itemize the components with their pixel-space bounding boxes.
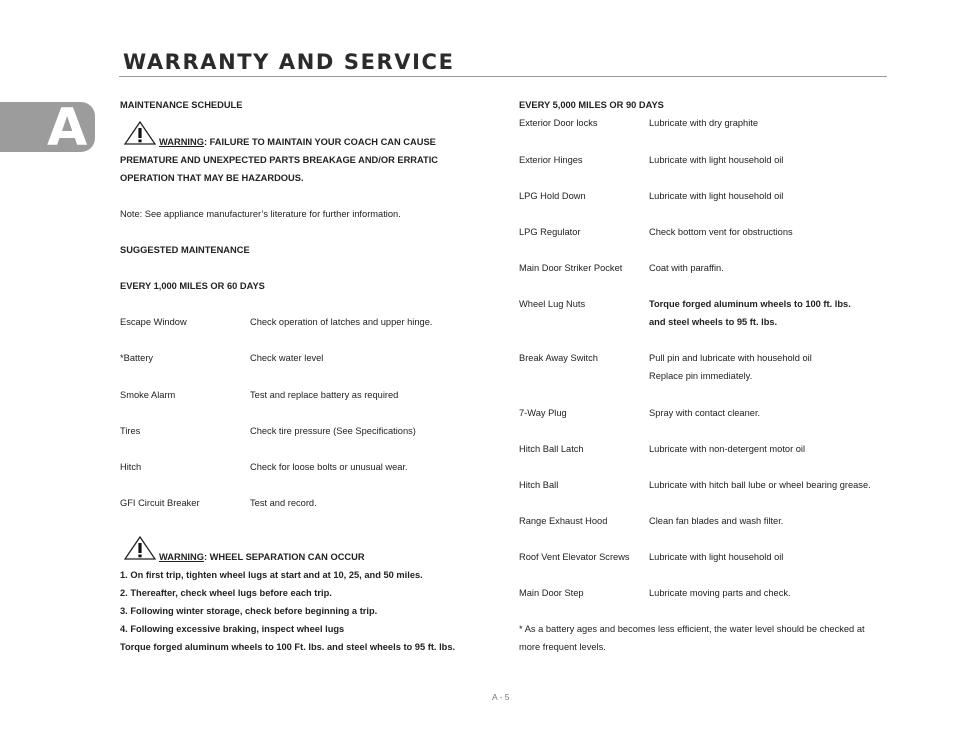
item-action: Check water level <box>250 353 324 363</box>
item-label: Roof Vent Elevator Screws <box>519 552 630 562</box>
item-action: Check tire pressure (See Specifications) <box>250 426 416 436</box>
warning-icon <box>124 536 156 560</box>
warning-1-line-2: PREMATURE AND UNEXPECTED PARTS BREAKAGE AND/OR ERRATIC <box>120 155 438 165</box>
item-action: Spray with contact cleaner. <box>649 408 761 418</box>
warning-1-line-3: OPERATION THAT MAY BE HAZARDOUS. <box>120 173 304 183</box>
item-action-continued: and steel wheels to 95 ft. lbs. <box>649 317 778 327</box>
item-label: GFI Circuit Breaker <box>120 498 200 508</box>
item-label: 7-Way Plug <box>519 408 567 418</box>
suggested-maintenance-heading: SUGGESTED MAINTENANCE <box>120 245 250 255</box>
item-label: LPG Hold Down <box>519 191 586 201</box>
section-tab-letter: A <box>47 98 88 158</box>
interval-5000-heading: EVERY 5,000 MILES OR 90 DAYS <box>519 100 664 110</box>
warning-2-text: : WHEEL SEPARATION CAN OCCUR <box>203 552 365 562</box>
item-label: Smoke Alarm <box>120 390 176 400</box>
item-label: Main Door Step <box>519 588 584 598</box>
warning-1-line-1 <box>159 136 436 148</box>
item-action: Pull pin and lubricate with household oil <box>649 353 812 363</box>
warning-2-step: 1. On first trip, tighten wheel lugs at start and at 10, 25, and 50 miles. <box>120 570 423 580</box>
item-action: Lubricate with dry graphite <box>649 118 759 128</box>
warning-2-line <box>159 551 365 563</box>
footnote-line-2: more frequent levels. <box>519 642 606 652</box>
maintenance-schedule-heading: MAINTENANCE SCHEDULE <box>120 100 243 110</box>
item-action: Lubricate with light household oil <box>649 552 784 562</box>
item-action: Lubricate with hitch ball lube or wheel bearing grease. <box>649 480 871 490</box>
item-label: Break Away Switch <box>519 353 598 363</box>
warning-2-step: 4. Following excessive braking, inspect wheel lugs <box>120 624 345 634</box>
item-action-continued: Replace pin immediately. <box>649 371 753 381</box>
title-divider <box>119 76 887 77</box>
item-action: Lubricate with light household oil <box>649 155 784 165</box>
item-action: Lubricate with non-detergent motor oil <box>649 444 806 454</box>
item-action: Check bottom vent for obstructions <box>649 227 793 237</box>
item-label: Exterior Door locks <box>519 118 598 128</box>
item-label: Hitch Ball Latch <box>519 444 584 454</box>
page-number: A - 5 <box>492 692 510 702</box>
item-label: Tires <box>120 426 141 436</box>
warning-2-step: 3. Following winter storage, check before beginning a trip. <box>120 606 378 616</box>
item-action: Lubricate with light household oil <box>649 191 784 201</box>
warning-label: WARNING <box>159 137 204 147</box>
page-title: WARRANTY AND SERVICE <box>123 50 455 74</box>
warning-label: WARNING <box>159 552 204 562</box>
item-label: Exterior Hinges <box>519 155 583 165</box>
item-label: Wheel Lug Nuts <box>519 299 586 309</box>
warning-2-step: 2. Thereafter, check wheel lugs before each trip. <box>120 588 332 598</box>
item-action: Test and replace battery as required <box>250 390 399 400</box>
note-text: Note: See appliance manufacturer’s literature for further information. <box>120 209 401 219</box>
item-label: Hitch Ball <box>519 480 559 490</box>
item-action: Clean fan blades and wash filter. <box>649 516 784 526</box>
item-action: Coat with paraffin. <box>649 263 724 273</box>
item-label: Escape Window <box>120 317 187 327</box>
warning-icon <box>124 121 156 145</box>
item-action: Test and record. <box>250 498 317 508</box>
section-tab <box>0 98 95 158</box>
footnote-line-1: * As a battery ages and becomes less efficient, the water level should be checked at <box>519 624 865 634</box>
item-label: *Battery <box>120 353 154 363</box>
interval-1000-heading: EVERY 1,000 MILES OR 60 DAYS <box>120 281 265 291</box>
item-label: Main Door Striker Pocket <box>519 263 623 273</box>
item-label: Hitch <box>120 462 142 472</box>
item-action: Check for loose bolts or unusual wear. <box>250 462 408 472</box>
item-action: Torque forged aluminum wheels to 100 ft. lbs. <box>649 299 851 309</box>
item-label: Range Exhaust Hood <box>519 516 608 526</box>
item-action: Lubricate moving parts and check. <box>649 588 791 598</box>
item-action: Check operation of latches and upper hinge. <box>250 317 433 327</box>
warning-1-text: : FAILURE TO MAINTAIN YOUR COACH CAN CAUSE <box>203 137 436 147</box>
item-label: LPG Regulator <box>519 227 581 237</box>
warning-2-step: Torque forged aluminum wheels to 100 Ft. lbs. and steel wheels to 95 ft. lbs. <box>120 642 456 652</box>
